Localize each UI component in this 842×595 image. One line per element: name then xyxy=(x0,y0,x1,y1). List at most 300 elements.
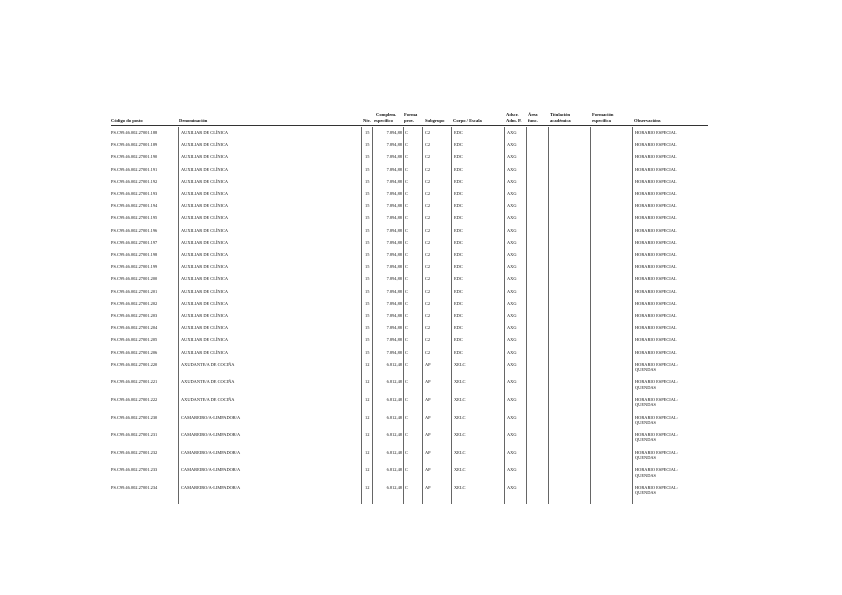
table-row xyxy=(0,397,842,407)
cell-subgrupo: C2 xyxy=(425,154,431,160)
cell-corpo: EDC xyxy=(454,264,463,270)
cell-nivel: 15 xyxy=(365,313,370,318)
cell-observacions xyxy=(635,450,705,460)
cell-denominacion: CAMAREIRO/A-LIMPADOR/A xyxy=(181,449,241,455)
cell-corpo: EDC xyxy=(454,178,463,184)
cell-forma: C xyxy=(405,414,408,420)
cell-complemento: 7.894,88 xyxy=(386,154,402,160)
header-forma-bottom: prov. xyxy=(404,118,414,123)
observacion-line-1: HORARIO ESPECIAL xyxy=(635,288,677,294)
table-row xyxy=(0,240,842,250)
cell-forma: C xyxy=(405,239,408,245)
cell-forma: C xyxy=(405,485,408,490)
cell-subgrupo: C2 xyxy=(425,313,431,318)
table-row xyxy=(0,179,842,189)
cell-nivel: 15 xyxy=(365,215,370,221)
cell-subgrupo: C2 xyxy=(425,288,431,294)
header-titulacion-top: Titulación xyxy=(550,112,571,117)
cell-complemento: 7.894,88 xyxy=(386,227,402,233)
observacion-line-1: HORARIO ESPECIAL xyxy=(635,325,677,331)
cell-observacions xyxy=(635,397,705,407)
cell-forma: C xyxy=(405,276,408,282)
cell-subgrupo: C2 xyxy=(425,276,431,282)
cell-complemento: 7.894,88 xyxy=(386,264,402,270)
cell-forma: C xyxy=(405,300,408,306)
cell-denominacion: AUXILIAR DE CLÍNICA xyxy=(181,227,229,233)
cell-subgrupo: AP xyxy=(425,397,431,402)
cell-codigo: PS.C99.46.002.27001.203 xyxy=(111,313,158,318)
header-codigo: Código do posto xyxy=(111,118,143,123)
observacion-line-2: QUENDAS xyxy=(635,472,656,478)
cell-subgrupo: C2 xyxy=(425,252,431,257)
cell-nivel: 15 xyxy=(365,337,370,343)
cell-subgrupo: C2 xyxy=(425,203,431,209)
cell-codigo: PS.C99.46.002.27001.233 xyxy=(111,467,158,473)
cell-denominacion: AUXILIAR DE CLÍNICA xyxy=(181,300,229,306)
cell-forma: C xyxy=(405,432,408,438)
cell-codigo: PS.C99.46.002.27001.195 xyxy=(111,215,158,221)
cell-corpo: EDC xyxy=(454,203,463,209)
cell-adscr: AXG xyxy=(507,337,517,343)
cell-denominacion: AUXILIAR DE CLÍNICA xyxy=(181,154,229,160)
cell-adscr: AXG xyxy=(507,313,517,318)
header-titulacion-bottom: académica xyxy=(550,118,571,123)
table-row xyxy=(0,301,842,311)
cell-complemento: 6.812,48 xyxy=(386,467,402,473)
cell-corpo: EDC xyxy=(454,166,463,172)
observacion-line-1: HORARIO ESPECIAL xyxy=(635,276,677,282)
cell-codigo: PS.C99.46.002.27001.191 xyxy=(111,166,158,172)
cell-forma: C xyxy=(405,325,408,331)
table-row xyxy=(0,313,842,323)
header-adscr-top: Adscr. xyxy=(506,112,519,117)
header-complemento-bottom: específico xyxy=(374,118,393,123)
table-row xyxy=(0,362,842,372)
cell-corpo: EDC xyxy=(454,252,463,257)
cell-complemento: 7.894,88 xyxy=(386,252,402,257)
cell-nivel: 12 xyxy=(365,397,370,402)
cell-adscr: AXG xyxy=(507,379,517,385)
cell-codigo: PS.C99.46.002.27001.222 xyxy=(111,397,158,402)
cell-adscr: AXG xyxy=(507,467,517,473)
cell-adscr: AXG xyxy=(507,130,517,135)
cell-observacions xyxy=(635,362,705,372)
cell-nivel: 15 xyxy=(365,178,370,184)
cell-denominacion: AUXILIAR DE CLÍNICA xyxy=(181,325,229,331)
cell-subgrupo: C2 xyxy=(425,349,431,355)
cell-nivel: 12 xyxy=(365,449,370,455)
cell-subgrupo: C2 xyxy=(425,300,431,306)
cell-nivel: 15 xyxy=(365,239,370,245)
cell-corpo: EDC xyxy=(454,288,463,294)
cell-denominacion: AXUDANTE/A DE COCIÑA xyxy=(181,397,235,402)
cell-corpo: EDC xyxy=(454,154,463,160)
observacion-line-1: HORARIO ESPECIAL xyxy=(635,178,677,184)
cell-complemento: 7.894,88 xyxy=(386,166,402,172)
cell-corpo: EDC xyxy=(454,349,463,355)
table-row xyxy=(0,276,842,286)
cell-adscr: AXG xyxy=(507,397,517,402)
cell-nivel: 15 xyxy=(365,142,370,148)
cell-codigo: PS.C99.46.002.27001.220 xyxy=(111,361,158,367)
observacion-line-1: HORARIO ESPECIAL xyxy=(635,154,677,160)
table-row xyxy=(0,325,842,335)
cell-denominacion: AUXILIAR DE CLÍNICA xyxy=(181,239,229,245)
table-row xyxy=(0,191,842,201)
observacion-line-1: HORARIO ESPECIAL: xyxy=(635,361,678,367)
cell-nivel: 15 xyxy=(365,325,370,331)
cell-complemento: 7.894,88 xyxy=(386,142,402,148)
cell-codigo: PS.C99.46.002.27001.231 xyxy=(111,432,158,438)
cell-observacions xyxy=(635,325,705,330)
observacion-line-2: QUENDAS xyxy=(635,455,656,460)
cell-adscr: AXG xyxy=(507,325,517,331)
observacion-line-2: QUENDAS xyxy=(635,419,656,425)
cell-forma: C xyxy=(405,313,408,318)
cell-corpo: EDC xyxy=(454,313,463,318)
cell-corpo: XELC xyxy=(454,432,466,438)
cell-codigo: PS.C99.46.002.27001.189 xyxy=(111,142,158,148)
cell-subgrupo: AP xyxy=(425,449,431,455)
cell-observacions xyxy=(635,154,705,159)
cell-observacions xyxy=(635,191,705,196)
cell-observacions xyxy=(635,228,705,233)
table-row xyxy=(0,289,842,299)
table-row xyxy=(0,432,842,442)
cell-observacions xyxy=(635,179,705,184)
observacion-line-1: HORARIO ESPECIAL xyxy=(635,142,677,148)
cell-nivel: 15 xyxy=(365,288,370,294)
cell-observacions xyxy=(635,432,705,442)
cell-adscr: AXG xyxy=(507,288,517,294)
cell-adscr: AXG xyxy=(507,239,517,245)
cell-codigo: PS.C99.46.002.27001.232 xyxy=(111,449,158,455)
cell-nivel: 15 xyxy=(365,130,370,135)
cell-observacions xyxy=(635,379,705,389)
cell-denominacion: AUXILIAR DE CLÍNICA xyxy=(181,313,229,318)
cell-observacions xyxy=(635,130,705,135)
cell-observacions xyxy=(635,313,705,318)
cell-subgrupo: AP xyxy=(425,379,431,385)
cell-corpo: EDC xyxy=(454,130,463,135)
cell-forma: C xyxy=(405,203,408,209)
cell-complemento: 6.812,48 xyxy=(386,449,402,455)
observacion-line-2: QUENDAS xyxy=(635,384,656,390)
cell-nivel: 12 xyxy=(365,485,370,490)
cell-adscr: AXG xyxy=(507,300,517,306)
cell-nivel: 15 xyxy=(365,264,370,270)
cell-nivel: 15 xyxy=(365,227,370,233)
cell-denominacion: AUXILIAR DE CLÍNICA xyxy=(181,142,229,148)
cell-adscr: AXG xyxy=(507,203,517,209)
cell-forma: C xyxy=(405,379,408,385)
header-formacion-top: Formación xyxy=(592,112,614,117)
cell-observacions xyxy=(635,167,705,172)
cell-codigo: PS.C99.46.002.27001.188 xyxy=(111,130,158,135)
cell-forma: C xyxy=(405,449,408,455)
cell-subgrupo: AP xyxy=(425,361,431,367)
cell-denominacion: AUXILIAR DE CLÍNICA xyxy=(181,166,229,172)
cell-adscr: AXG xyxy=(507,215,517,221)
cell-codigo: PS.C99.46.002.27001.198 xyxy=(111,252,158,257)
cell-corpo: XELC xyxy=(454,361,466,367)
observacion-line-1: HORARIO ESPECIAL xyxy=(635,252,677,257)
cell-adscr: AXG xyxy=(507,432,517,438)
cell-complemento: 7.894,88 xyxy=(386,325,402,331)
cell-corpo: EDC xyxy=(454,191,463,196)
table-row xyxy=(0,142,842,152)
cell-nivel: 15 xyxy=(365,203,370,209)
cell-corpo: XELC xyxy=(454,449,466,455)
cell-corpo: XELC xyxy=(454,485,466,490)
cell-nivel: 15 xyxy=(365,154,370,160)
observacion-line-1: HORARIO ESPECIAL xyxy=(635,313,677,318)
observacion-line-1: HORARIO ESPECIAL xyxy=(635,166,677,172)
cell-adscr: AXG xyxy=(507,191,517,196)
observacion-line-1: HORARIO ESPECIAL: xyxy=(635,467,678,473)
observacion-line-2: QUENDAS xyxy=(635,402,656,408)
cell-forma: C xyxy=(405,191,408,196)
cell-codigo: PS.C99.46.002.27001.192 xyxy=(111,178,158,184)
cell-codigo: PS.C99.46.002.27001.199 xyxy=(111,264,158,270)
cell-forma: C xyxy=(405,361,408,367)
header-denominacion: Denominación xyxy=(179,118,208,123)
observacion-line-1: HORARIO ESPECIAL xyxy=(635,349,677,355)
header-area-top: Área xyxy=(528,112,538,117)
cell-subgrupo: C2 xyxy=(425,130,431,135)
cell-observacions xyxy=(635,485,705,495)
cell-nivel: 12 xyxy=(365,432,370,438)
cell-complemento: 7.894,88 xyxy=(386,337,402,343)
cell-codigo: PS.C99.46.002.27001.202 xyxy=(111,300,158,306)
table-row xyxy=(0,228,842,238)
cell-adscr: AXG xyxy=(507,414,517,420)
cell-complemento: 7.894,88 xyxy=(386,130,402,135)
cell-nivel: 15 xyxy=(365,252,370,257)
cell-observacions xyxy=(635,415,705,425)
cell-denominacion: AUXILIAR DE CLÍNICA xyxy=(181,252,229,257)
cell-forma: C xyxy=(405,130,408,135)
cell-adscr: AXG xyxy=(507,154,517,160)
cell-denominacion: AUXILIAR DE CLÍNICA xyxy=(181,191,229,196)
observacion-line-1: HORARIO ESPECIAL xyxy=(635,203,677,209)
cell-observacions xyxy=(635,240,705,245)
cell-subgrupo: C2 xyxy=(425,215,431,221)
header-corpo: Corpo / Escala xyxy=(453,118,482,123)
cell-corpo: EDC xyxy=(454,215,463,221)
table-row xyxy=(0,154,842,164)
cell-corpo: XELC xyxy=(454,414,466,420)
cell-forma: C xyxy=(405,166,408,172)
observacion-line-1: HORARIO ESPECIAL xyxy=(635,337,677,343)
observacion-line-1: HORARIO ESPECIAL: xyxy=(635,414,678,420)
cell-adscr: AXG xyxy=(507,142,517,148)
cell-subgrupo: AP xyxy=(425,432,431,438)
cell-subgrupo: C2 xyxy=(425,191,431,196)
cell-adscr: AXG xyxy=(507,252,517,257)
cell-subgrupo: C2 xyxy=(425,227,431,233)
cell-denominacion: AUXILIAR DE CLÍNICA xyxy=(181,203,229,209)
cell-complemento: 7.894,88 xyxy=(386,276,402,282)
cell-adscr: AXG xyxy=(507,485,517,490)
cell-denominacion: AUXILIAR DE CLÍNICA xyxy=(181,130,229,135)
cell-adscr: AXG xyxy=(507,264,517,270)
cell-adscr: AXG xyxy=(507,449,517,455)
cell-complemento: 7.894,88 xyxy=(386,349,402,355)
observacion-line-2: QUENDAS xyxy=(635,437,656,443)
cell-adscr: AXG xyxy=(507,178,517,184)
cell-denominacion: CAMAREIRO/A-LIMPADOR/A xyxy=(181,485,241,490)
cell-corpo: XELC xyxy=(454,397,466,402)
cell-denominacion: AUXILIAR DE CLÍNICA xyxy=(181,215,229,221)
cell-nivel: 15 xyxy=(365,276,370,282)
table-row xyxy=(0,337,842,347)
cell-denominacion: AUXILIAR DE CLÍNICA xyxy=(181,178,229,184)
cell-forma: C xyxy=(405,397,408,402)
cell-nivel: 15 xyxy=(365,191,370,196)
cell-complemento: 7.894,88 xyxy=(386,178,402,184)
cell-denominacion: AUXILIAR DE CLÍNICA xyxy=(181,276,229,282)
cell-forma: C xyxy=(405,288,408,294)
header-complemento-top: Complem. xyxy=(376,112,397,117)
table-row xyxy=(0,252,842,262)
cell-adscr: AXG xyxy=(507,276,517,282)
cell-observacions xyxy=(635,289,705,294)
cell-forma: C xyxy=(405,142,408,148)
cell-subgrupo: AP xyxy=(425,467,431,473)
table-row xyxy=(0,450,842,460)
cell-forma: C xyxy=(405,252,408,257)
cell-codigo: PS.C99.46.002.27001.204 xyxy=(111,325,158,331)
cell-denominacion: AUXILIAR DE CLÍNICA xyxy=(181,349,229,355)
observacion-line-2: QUENDAS xyxy=(635,490,656,496)
header-nivel: Niv. xyxy=(363,118,371,123)
cell-complemento: 7.894,88 xyxy=(386,215,402,221)
cell-corpo: EDC xyxy=(454,239,463,245)
cell-codigo: PS.C99.46.002.27001.234 xyxy=(111,485,158,490)
cell-codigo: PS.C99.46.002.27001.200 xyxy=(111,276,158,282)
observacion-line-1: HORARIO ESPECIAL xyxy=(635,130,677,135)
cell-subgrupo: AP xyxy=(425,485,431,490)
cell-forma: C xyxy=(405,337,408,343)
cell-observacions xyxy=(635,142,705,147)
cell-nivel: 12 xyxy=(365,361,370,367)
table-row xyxy=(0,264,842,274)
cell-complemento: 7.894,88 xyxy=(386,300,402,306)
cell-adscr: AXG xyxy=(507,227,517,233)
cell-codigo: PS.C99.46.002.27001.205 xyxy=(111,337,158,343)
cell-complemento: 7.894,88 xyxy=(386,203,402,209)
cell-complemento: 6.812,48 xyxy=(386,485,402,490)
cell-codigo: PS.C99.46.002.27001.221 xyxy=(111,379,158,385)
table-row xyxy=(0,130,842,140)
cell-forma: C xyxy=(405,215,408,221)
observacion-line-1: HORARIO ESPECIAL: xyxy=(635,379,678,385)
cell-subgrupo: C2 xyxy=(425,142,431,148)
cell-corpo: EDC xyxy=(454,325,463,331)
observacion-line-1: HORARIO ESPECIAL: xyxy=(635,432,678,438)
cell-observacions xyxy=(635,350,705,355)
cell-corpo: EDC xyxy=(454,337,463,343)
cell-observacions xyxy=(635,276,705,281)
cell-corpo: EDC xyxy=(454,276,463,282)
cell-observacions xyxy=(635,337,705,342)
cell-forma: C xyxy=(405,264,408,270)
observacion-line-1: HORARIO ESPECIAL: xyxy=(635,397,678,402)
header-forma-top: Forma xyxy=(404,112,418,117)
cell-observacions xyxy=(635,301,705,306)
cell-forma: C xyxy=(405,154,408,160)
table-row xyxy=(0,167,842,177)
cell-adscr: AXG xyxy=(507,349,517,355)
cell-denominacion: AXUDANTE/A DE COCIÑA xyxy=(181,361,235,367)
cell-complemento: 7.894,88 xyxy=(386,313,402,318)
cell-observacions xyxy=(635,467,705,477)
observacion-line-1: HORARIO ESPECIAL xyxy=(635,215,677,221)
header-adscr-bottom: Adm. P. xyxy=(506,118,522,123)
cell-observacions xyxy=(635,215,705,220)
cell-nivel: 15 xyxy=(365,300,370,306)
cell-codigo: PS.C99.46.002.27001.194 xyxy=(111,203,158,209)
header-observacions: Observacións xyxy=(634,118,661,123)
cell-corpo: EDC xyxy=(454,227,463,233)
cell-forma: C xyxy=(405,178,408,184)
cell-codigo: PS.C99.46.002.27001.190 xyxy=(111,154,158,160)
cell-codigo: PS.C99.46.002.27001.197 xyxy=(111,239,158,245)
header-formacion-bottom: específica xyxy=(592,118,611,123)
table-row xyxy=(0,215,842,225)
cell-forma: C xyxy=(405,227,408,233)
cell-complemento: 6.812,48 xyxy=(386,432,402,438)
header-subgrupo: Subgrupo xyxy=(425,118,445,123)
cell-denominacion: AXUDANTE/A DE COCIÑA xyxy=(181,379,235,385)
cell-nivel: 12 xyxy=(365,467,370,473)
cell-nivel: 15 xyxy=(365,349,370,355)
cell-subgrupo: C2 xyxy=(425,337,431,343)
cell-subgrupo: AP xyxy=(425,414,431,420)
cell-complemento: 7.894,88 xyxy=(386,191,402,196)
cell-denominacion: AUXILIAR DE CLÍNICA xyxy=(181,337,229,343)
observacion-line-1: HORARIO ESPECIAL: xyxy=(635,449,678,455)
cell-complemento: 6.812,48 xyxy=(386,414,402,420)
cell-subgrupo: C2 xyxy=(425,264,431,270)
cell-denominacion: AUXILIAR DE CLÍNICA xyxy=(181,288,229,294)
cell-codigo: PS.C99.46.002.27001.196 xyxy=(111,227,158,233)
cell-subgrupo: C2 xyxy=(425,178,431,184)
cell-nivel: 12 xyxy=(365,379,370,385)
cell-denominacion: CAMAREIRO/A-LIMPADOR/A xyxy=(181,414,241,420)
cell-codigo: PS.C99.46.002.27001.206 xyxy=(111,349,158,355)
cell-corpo: EDC xyxy=(454,300,463,306)
cell-complemento: 6.812,48 xyxy=(386,379,402,385)
cell-observacions xyxy=(635,203,705,208)
cell-nivel: 12 xyxy=(365,414,370,420)
cell-subgrupo: C2 xyxy=(425,325,431,331)
cell-adscr: AXG xyxy=(507,361,517,367)
cell-subgrupo: C2 xyxy=(425,239,431,245)
table-row xyxy=(0,485,842,495)
cell-subgrupo: C2 xyxy=(425,166,431,172)
cell-adscr: AXG xyxy=(507,166,517,172)
observacion-line-2: QUENDAS xyxy=(635,367,656,372)
table-row xyxy=(0,350,842,360)
cell-corpo: EDC xyxy=(454,142,463,148)
cell-denominacion: CAMAREIRO/A-LIMPADOR/A xyxy=(181,467,241,473)
cell-observacions xyxy=(635,252,705,257)
observacion-line-1: HORARIO ESPECIAL xyxy=(635,191,677,196)
cell-nivel: 15 xyxy=(365,166,370,172)
cell-forma: C xyxy=(405,467,408,473)
